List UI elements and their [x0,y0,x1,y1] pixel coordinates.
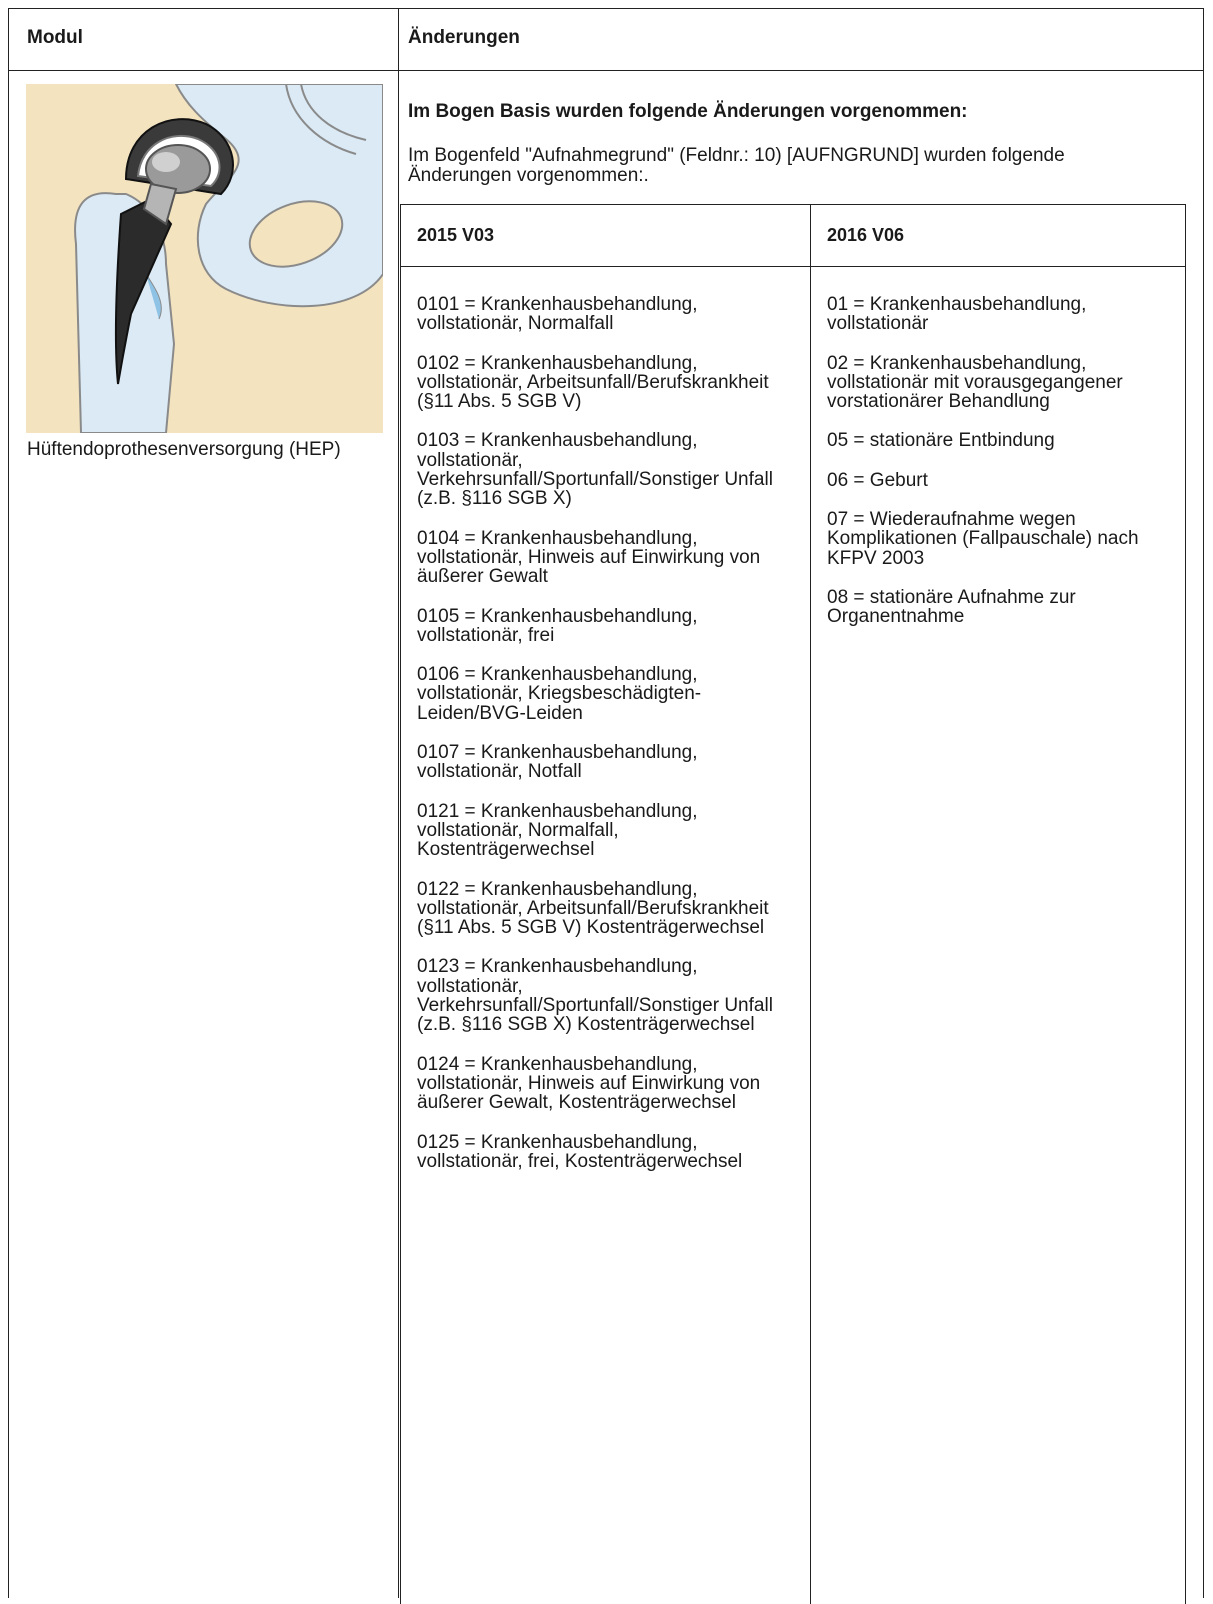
list-item: 06 = Geburt [827,469,928,491]
hip-prosthesis-illustration [26,84,383,433]
list-item: 0104 = Krankenhausbehandlung, vollstationär, Hinweis auf Einwirkung von äußerer Gewalt [417,527,761,588]
list-item: 0101 = Krankenhausbehandlung, vollstationär, Normalfall [417,294,698,335]
change-description: Im Bogenfeld "Aufnahmegrund" (Feldnr.: 10) [AUFNGRUND] wurden folgende Änderungen vorgenommen:. [408,145,1065,186]
list-item: 07 = Wiederaufnahme wegen Komplikationen (Fallpauschale) nach KFPV 2003 [827,509,1139,569]
new-values-list [827,295,1177,647]
header-2016: 2016 V06 [827,225,905,245]
comparison-table [400,204,1186,1604]
list-item: 08 = stationäre Aufnahme zur Organentnahme [827,586,1076,628]
header-2015: 2015 V03 [417,225,495,245]
list-item: 01 = Krankenhausbehandlung, vollstationär [827,294,1087,335]
header-modul: Modul [27,27,83,48]
list-item: 0103 = Krankenhausbehandlung, vollstationär, Verkehrsunfall/Sportunfall/Sonstiger Unfall (z.B. §116 SGB X) [417,430,773,510]
list-item: 0105 = Krankenhausbehandlung, vollstationär, frei [417,605,698,646]
list-item: 0106 = Krankenhausbehandlung, vollstationär, Kriegsbeschädigten-Leiden/BVG-Leiden [417,664,702,724]
old-values-list [417,295,797,1191]
header-aenderungen: Änderungen [408,27,520,48]
column-divider [398,9,399,1598]
list-item: 05 = stationäre Entbindung [827,430,1055,452]
list-item: 0102 = Krankenhausbehandlung, vollstationär, Arbeitsunfall/Berufskrankheit (§11 Abs. 5 SGB V) [417,352,769,413]
list-item: 0121 = Krankenhausbehandlung, vollstationär, Normalfall, Kostenträgerwechsel [417,800,698,861]
change-heading: Im Bogen Basis wurden folgende Änderungen vorgenommen: [408,101,968,122]
modul-name: Hüftendoprothesenversorgung (HEP) [27,439,341,460]
list-item: 02 = Krankenhausbehandlung, vollstationär mit vorausgegangener vorstationärer Behandlung [827,352,1123,413]
comparison-header-divider [401,266,1185,267]
list-item: 0125 = Krankenhausbehandlung, vollstationär, frei, Kostenträgerwechsel [417,1131,743,1172]
list-item: 0107 = Krankenhausbehandlung, vollstationär, Notfall [417,742,698,783]
header-divider [9,70,1203,71]
comparison-divider [810,205,811,1604]
list-item: 0123 = Krankenhausbehandlung, vollstationär, Verkehrsunfall/Sportunfall/Sonstiger Unfall (z.B. §116 SGB X) Kostenträgerwechsel [417,956,773,1036]
list-item: 0122 = Krankenhausbehandlung, vollstationär, Arbeitsunfall/Berufskrankheit (§11 Abs. 5 SGB V) Kostenträgerwechsel [417,878,769,939]
list-item: 0124 = Krankenhausbehandlung, vollstationär, Hinweis auf Einwirkung von äußerer Gewalt, Kostenträgerwechsel [417,1053,761,1114]
